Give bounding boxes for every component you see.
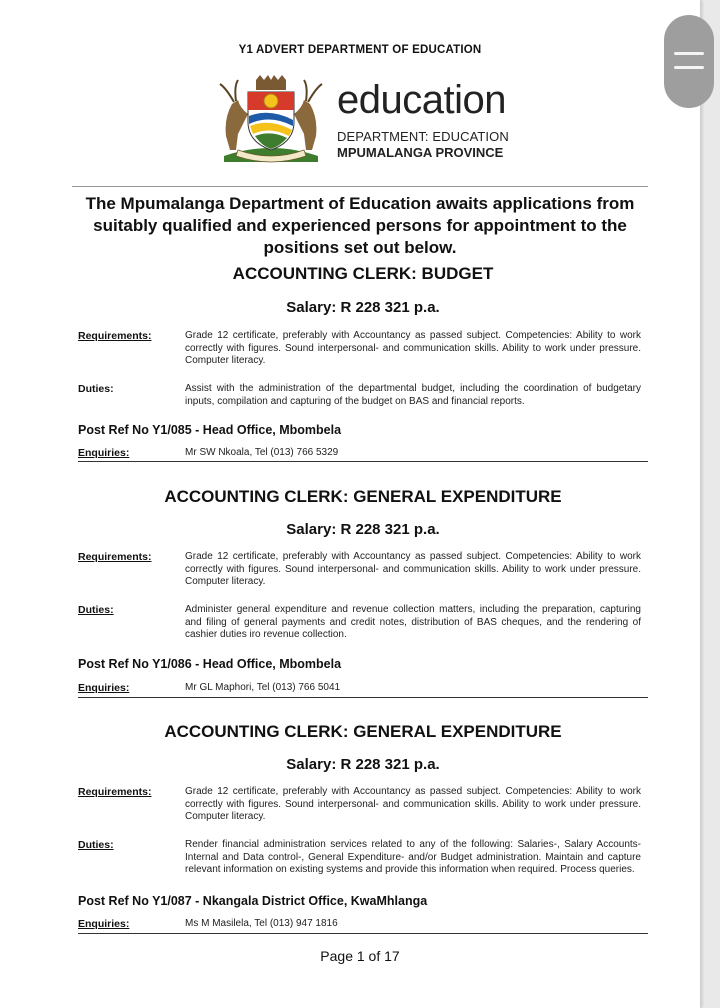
duties-text: Render financial administration services related to any of the following: Salaries-, Salary Accounts- Internal and Data control-, General Expenditure- and/or Budget administration. Maintain and capture relevant information on existing systems and provide this information when required. Process queries. xyxy=(185,839,641,875)
salary-line: Salary: R 228 321 p.a. xyxy=(286,521,440,538)
scroll-handle[interactable] xyxy=(664,15,714,108)
section-divider xyxy=(78,461,648,462)
page-indicator: Page 1 of 17 xyxy=(320,948,400,964)
enquiries-contact: Ms M Masilela, Tel (013) 947 1816 xyxy=(185,918,338,929)
section-divider xyxy=(78,933,648,934)
duties-label: Duties: xyxy=(78,604,114,616)
post-ref: Post Ref No Y1/085 - Head Office, Mbombela xyxy=(78,423,342,437)
position-section xyxy=(78,262,648,467)
position-section xyxy=(78,720,648,935)
brand-wordmark: education xyxy=(337,78,506,122)
requirements-text: Grade 12 certificate, preferably with Accountancy as passed subject. Competencies: Ability to work correctly with figures. Sound interpersonal- and communication skills. Ability to work under pressure. Computer literacy. xyxy=(185,786,641,822)
brand-province: MPUMALANGA PROVINCE xyxy=(337,145,504,160)
requirements-text: Grade 12 certificate, preferably with Accountancy as passed subject. Competencies: Ability to work correctly with figures. Sound interpersonal- and communication skills. Ability to work under pressure. Computer literacy. xyxy=(185,330,641,366)
enquiries-contact: Mr GL Maphori, Tel (013) 766 5041 xyxy=(185,682,341,693)
grip-line-icon xyxy=(674,52,704,55)
requirements-label: Requirements: xyxy=(78,786,152,798)
department-logo xyxy=(210,74,530,166)
grip-line-icon xyxy=(674,66,704,69)
requirements-label: Requirements: xyxy=(78,551,152,563)
brand-department: DEPARTMENT: EDUCATION xyxy=(337,129,509,144)
duties-label: Duties: xyxy=(78,839,114,851)
position-section xyxy=(78,485,648,700)
salary-line: Salary: R 228 321 p.a. xyxy=(286,756,440,773)
enquiries-label: Enquiries: xyxy=(78,447,130,459)
duties-label: Duties: xyxy=(78,383,114,395)
intro-paragraph: The Mpumalanga Department of Education awaits applications from suitably qualified and experienced persons for appointment to the positions set out below. xyxy=(85,194,635,257)
coat-of-arms-icon xyxy=(210,74,332,164)
duties-text: Assist with the administration of the departmental budget, including the coordination of budgetary inputs, compilation and capturing of the budget on BAS and financial reports. xyxy=(185,383,641,407)
salary-line: Salary: R 228 321 p.a. xyxy=(286,299,440,316)
position-title: ACCOUNTING CLERK: GENERAL EXPENDITURE xyxy=(164,722,562,741)
requirements-label: Requirements: xyxy=(78,330,152,342)
enquiries-label: Enquiries: xyxy=(78,918,130,930)
post-ref: Post Ref No Y1/087 - Nkangala District Office, KwaMhlanga xyxy=(78,894,428,908)
requirements-text: Grade 12 certificate, preferably with Accountancy as passed subject. Competencies: Ability to work correctly with figures. Sound interpersonal- and communication skills. Ability to work under pressure. Computer literacy. xyxy=(185,551,641,587)
enquiries-contact: Mr SW Nkoala, Tel (013) 766 5329 xyxy=(185,447,339,458)
enquiries-label: Enquiries: xyxy=(78,682,130,694)
duties-text: Administer general expenditure and revenue collection matters, including the preparation, capturing and filing of general payments and credit notes, distribution of BAS cheques, and the rendering of cashier duties iro revenue collection. xyxy=(185,604,641,640)
position-title: ACCOUNTING CLERK: GENERAL EXPENDITURE xyxy=(164,487,562,506)
post-ref: Post Ref No Y1/086 - Head Office, Mbombela xyxy=(78,657,342,671)
header-divider xyxy=(72,186,648,187)
position-title: ACCOUNTING CLERK: BUDGET xyxy=(232,264,494,283)
section-divider xyxy=(78,697,648,698)
advert-title: Y1 ADVERT DEPARTMENT OF EDUCATION xyxy=(238,44,482,56)
